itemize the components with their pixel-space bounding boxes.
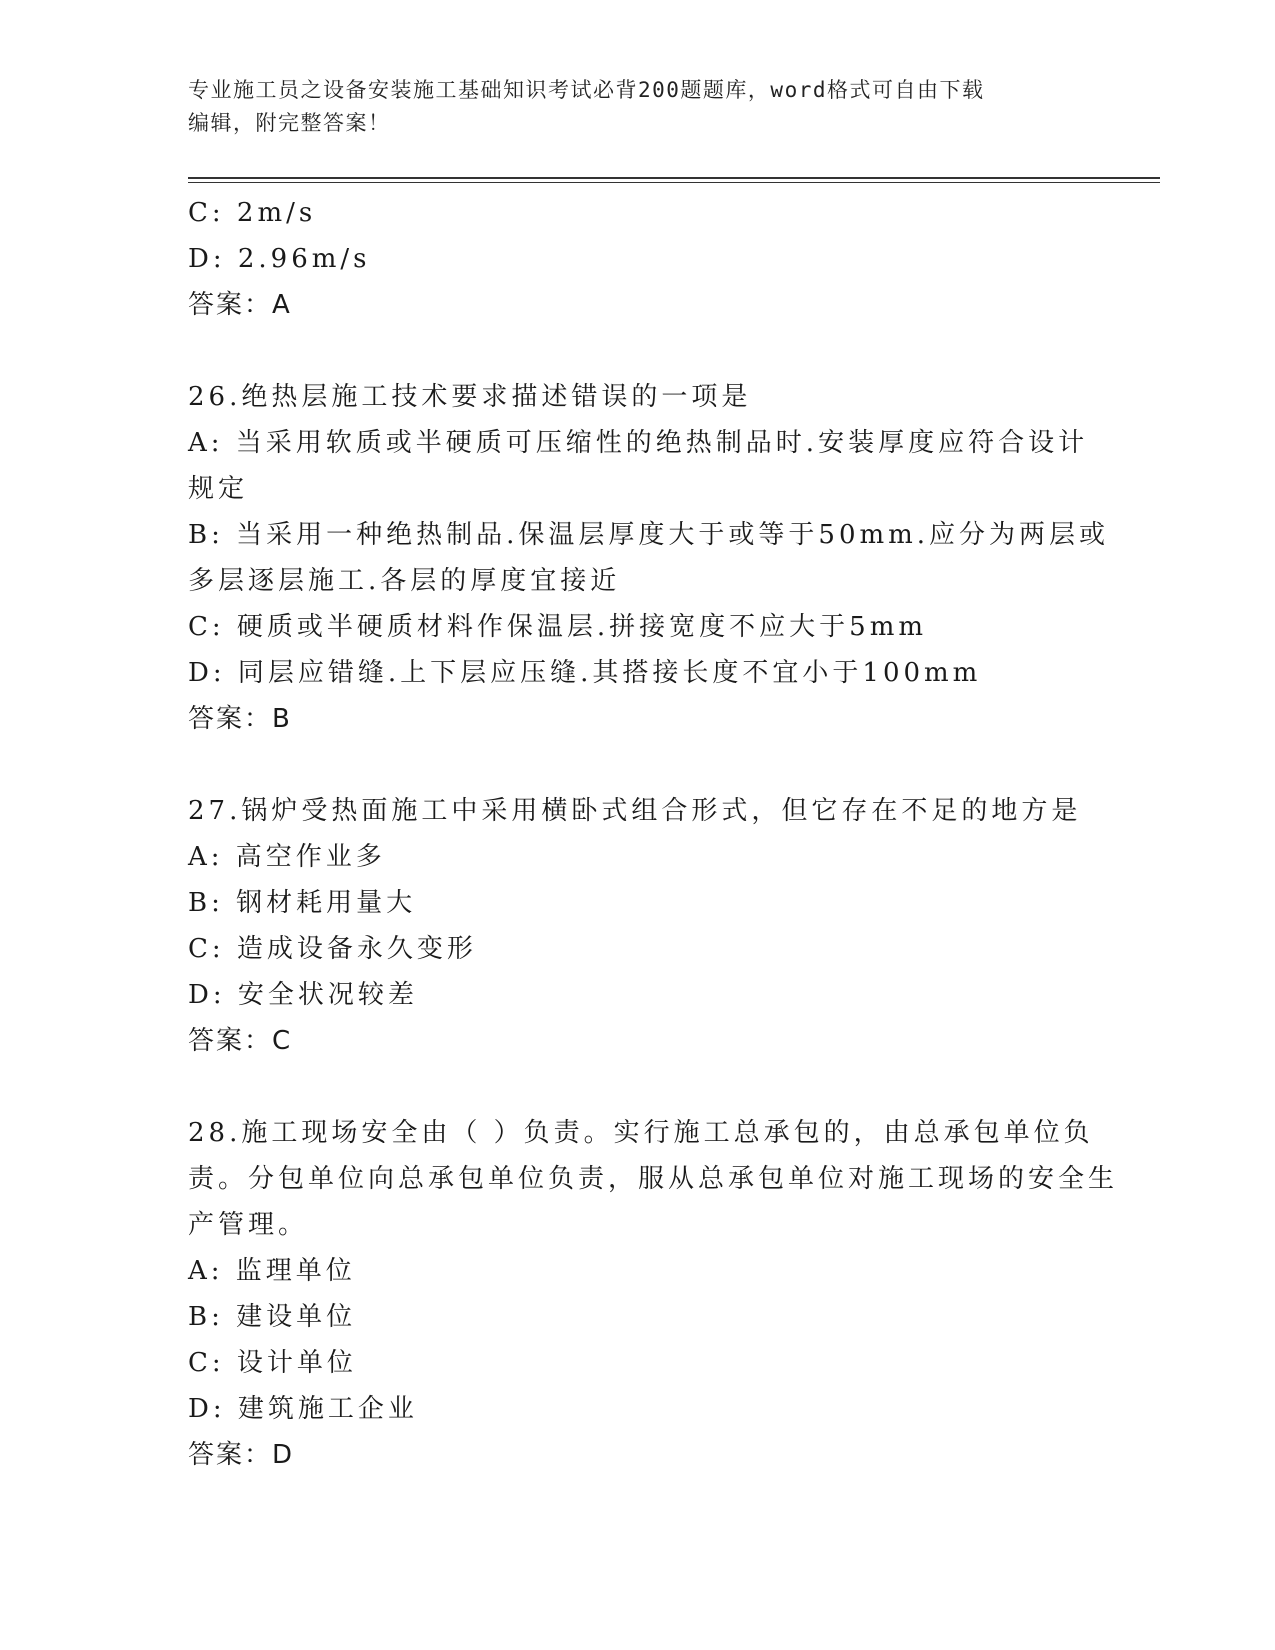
option-c: C: 硬质或半硬质材料作保温层.拼接宽度不应大于5mm — [188, 612, 928, 642]
option-c: C: 设计单位 — [188, 1348, 357, 1378]
option-b: B: 当采用一种绝热制品.保温层厚度大于或等于50mm.应分为两层或多层逐层施工.各层的厚度宜接近 — [188, 520, 1110, 596]
header-divider-thin — [188, 182, 1160, 183]
spacer — [188, 742, 1118, 788]
question-stem: 26.绝热层施工技术要求描述错误的一项是 — [188, 382, 752, 412]
question-content — [188, 190, 1118, 1478]
option-a: A: 高空作业多 — [188, 842, 386, 872]
question-27 — [188, 788, 1118, 1064]
header-divider-thick — [188, 177, 1160, 179]
answer-line: 答案：B — [188, 704, 292, 734]
answer-line: 答案：A — [188, 290, 292, 320]
option-d: D: 建筑施工企业 — [188, 1394, 418, 1424]
option-d: D: 同层应错缝.上下层应压缝.其搭接长度不宜小于100mm — [188, 658, 982, 688]
answer-line: 答案：C — [188, 1026, 293, 1056]
header-title-line-1: 专业施工员之设备安装施工基础知识考试必背200题题库，word格式可自由下载 — [188, 78, 985, 102]
document-header — [188, 74, 1088, 140]
previous-question-tail — [188, 190, 1118, 328]
option-b: B: 钢材耗用量大 — [188, 888, 417, 918]
question-26 — [188, 374, 1118, 742]
question-28 — [188, 1110, 1118, 1478]
answer-line: 答案：D — [188, 1440, 295, 1470]
option-c: C: 2m/s — [188, 198, 317, 228]
spacer — [188, 1064, 1118, 1110]
spacer — [188, 328, 1118, 374]
option-c: C: 造成设备永久变形 — [188, 934, 477, 964]
option-a: A: 当采用软质或半硬质可压缩性的绝热制品时.安装厚度应符合设计规定 — [188, 428, 1089, 504]
option-d: D: 安全状况较差 — [188, 980, 418, 1010]
option-b: B: 建设单位 — [188, 1302, 357, 1332]
option-a: A: 监理单位 — [188, 1256, 356, 1286]
question-stem: 28.施工现场安全由（ ）负责。实行施工总承包的，由总承包单位负责。分包单位向总承包单位负责，服从总承包单位对施工现场的安全生产管理。 — [188, 1118, 1119, 1240]
option-d: D: 2.96m/s — [188, 244, 371, 274]
question-stem: 27.锅炉受热面施工中采用横卧式组合形式，但它存在不足的地方是 — [188, 796, 1082, 826]
header-title-line-2: 编辑，附完整答案！ — [188, 111, 391, 135]
